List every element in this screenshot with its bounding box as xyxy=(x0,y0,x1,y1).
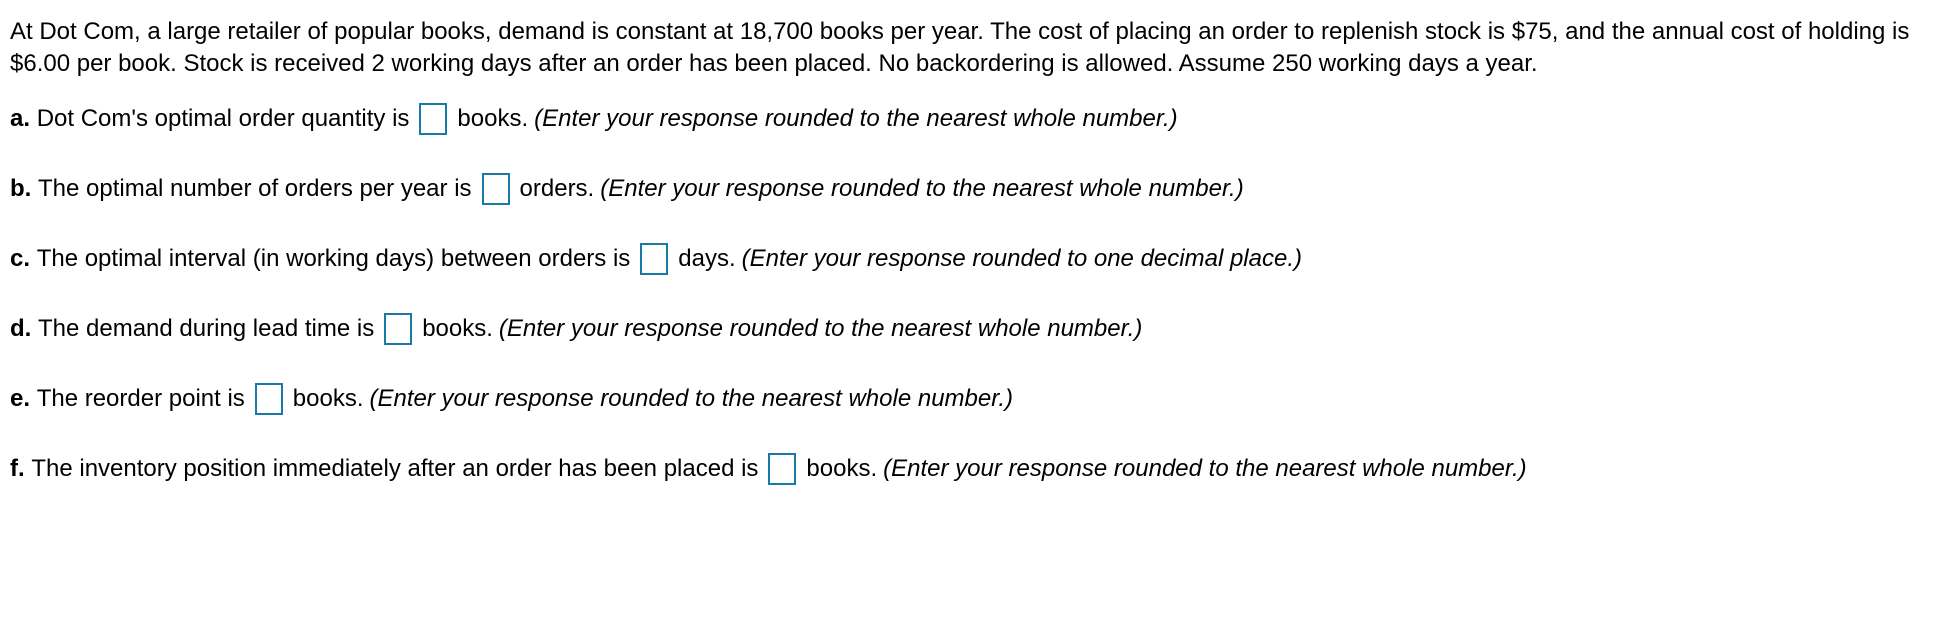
question-label: e. xyxy=(10,385,31,412)
question-d xyxy=(10,313,1938,345)
answer-input-b[interactable] xyxy=(482,173,510,205)
question-prefix: Dot Com's optimal order quantity is xyxy=(36,105,410,132)
answer-input-c[interactable] xyxy=(640,243,668,275)
answer-input-f[interactable] xyxy=(768,453,796,485)
question-suffix: days. xyxy=(678,245,736,272)
question-b xyxy=(10,173,1938,205)
question-a xyxy=(10,103,1938,135)
question-label: c. xyxy=(10,245,31,272)
question-instruction: (Enter your response rounded to the nearest whole number.) xyxy=(534,105,1178,132)
question-label: d. xyxy=(10,315,32,342)
question-suffix: orders. xyxy=(519,175,595,202)
question-suffix: books. xyxy=(422,315,493,342)
question-label: a. xyxy=(10,105,31,132)
question-prefix: The demand during lead time is xyxy=(38,315,375,342)
question-label: b. xyxy=(10,175,32,202)
question-prefix: The inventory position immediately after an order has been placed is xyxy=(31,455,759,482)
question-instruction: (Enter your response rounded to the nearest whole number.) xyxy=(498,315,1143,342)
question-suffix: books. xyxy=(457,105,529,132)
question-suffix: books. xyxy=(292,385,364,412)
question-prefix: The reorder point is xyxy=(36,385,245,412)
question-prefix: The optimal interval (in working days) between orders is xyxy=(36,245,631,272)
question-prefix: The optimal number of orders per year is xyxy=(38,175,472,202)
question-instruction: (Enter your response rounded to the nearest whole number.) xyxy=(369,385,1013,412)
question-e xyxy=(10,383,1938,415)
question-f xyxy=(10,453,1938,485)
question-label: f. xyxy=(10,455,25,482)
question-suffix: books. xyxy=(806,455,878,482)
answer-input-e[interactable] xyxy=(255,383,283,415)
question-instruction: (Enter your response rounded to the nearest whole number.) xyxy=(883,455,1527,482)
question-c xyxy=(10,243,1938,275)
answer-input-a[interactable] xyxy=(419,103,447,135)
problem-statement: At Dot Com, a large retailer of popular books, demand is constant at 18,700 books per year. The cost of placing an order to replenish stock is $75, and the annual cost of holding is $6.00 per book. Stock is received 2 working days after an order has been placed. No backordering is allowed. Assume 250 working days a year. xyxy=(10,18,1910,77)
question-instruction: (Enter your response rounded to the nearest whole number.) xyxy=(600,175,1244,202)
question-instruction: (Enter your response rounded to one decimal place.) xyxy=(741,245,1302,272)
answer-input-d[interactable] xyxy=(384,313,412,345)
